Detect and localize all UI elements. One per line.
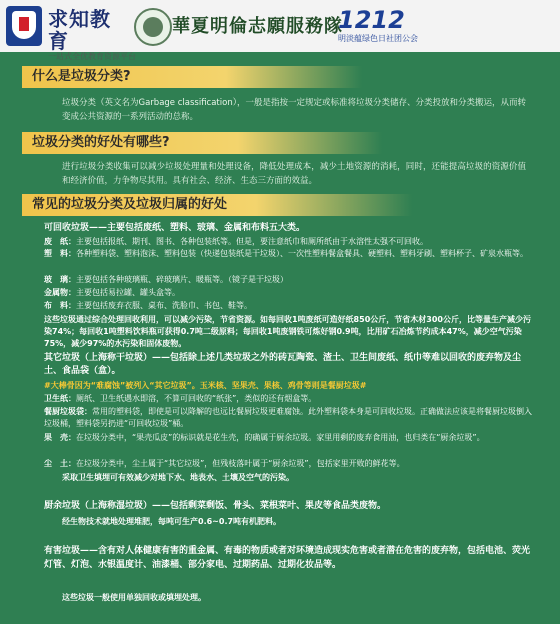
- other-note: #大棒骨因为“难腐蚀”被列入“其它垃圾”。玉米核、坚果壳、果核、鸡骨等则是餐厨垃圾#: [44, 381, 367, 390]
- item-label: 废 纸：: [44, 237, 76, 246]
- hazardous-benefit: 这些垃圾一般使用单独回收或填埋处理。: [62, 593, 206, 602]
- brand-huaxia: 華夏明倫志願服務隊: [172, 16, 343, 37]
- item-text: 厕纸、卫生纸遇水即溶，不算可回收的“纸张”，类似的还有烟盒等。: [76, 394, 317, 403]
- item-text: 主要包括各种玻璃瓶、碎玻璃片、暖瓶等。（镜子是干垃圾）: [76, 275, 288, 284]
- item-text: 主要包括废弃衣服、桌布、洗脸巾、书包、鞋等。: [76, 301, 252, 310]
- recyclable-item-metal: [44, 287, 534, 299]
- seal-logo: [134, 8, 172, 46]
- other-item-shell: [44, 432, 538, 444]
- other-item-toilet-paper: [44, 393, 538, 405]
- section-body-benefits: 进行垃圾分类收集可以减少垃圾处理量和处理设备，降低处理成本，减少土地资源的消耗，同时，还能提高垃圾的资源价值和经济价值，力争物尽其用。具有社会、经济、生态三方面的效益。: [62, 162, 526, 186]
- school-logo: [6, 6, 42, 46]
- other-benefit: 采取卫生填埋可有效减少对地下水、地表水、土壤及空气的污染。: [62, 473, 294, 482]
- section-title-what: 什么是垃圾分类?: [22, 66, 362, 88]
- kitchen-title: 厨余垃圾（上海称湿垃圾）——包括剩菜剩饭、骨头、菜根菜叶、果皮等食品类废物。: [44, 501, 387, 511]
- recyclable-item-glass: [44, 274, 534, 286]
- recyclable-item-plastic: [44, 248, 534, 260]
- item-text: 在垃圾分类中，尘土属于“其它垃圾”，但残枝落叶属于“厨余垃圾”，包括家里开败的鲜花等。: [76, 459, 405, 468]
- kitchen-benefit: 经生物技术就地处理堆肥，每吨可生产0.6~0.7吨有机肥料。: [62, 517, 282, 526]
- item-text: 各种塑料袋、塑料泡沫、塑料包装（快递包装纸是干垃圾）、一次性塑料餐盒餐具、硬塑料、塑料牙刷、塑料杯子、矿泉水瓶等。: [76, 249, 528, 258]
- item-text: 主要包括易拉罐、罐头盒等。: [76, 288, 180, 297]
- item-label: 塑 料：: [44, 249, 76, 258]
- item-text: 在垃圾分类中，“果壳瓜皮”的标识就是花生壳，的确属于厨余垃圾。家里用剩的废弃食用油，也归类在“厨余垃圾”。: [76, 433, 485, 442]
- other-item-dust: [44, 458, 538, 470]
- item-label: 金属物：: [44, 288, 76, 297]
- brand1-title: 求知教育: [48, 7, 111, 53]
- item-label: 卫生纸：: [44, 394, 76, 403]
- logo-1212: [338, 6, 428, 46]
- item-label: 果 壳：: [44, 433, 76, 442]
- other-title: 其它垃圾（上海称干垃圾）——包括除上述几类垃圾之外的砖瓦陶瓷、渣土、卫生间废纸、纸巾等难以回收的废弃物及尘土、食品袋（盒）。: [44, 353, 522, 376]
- item-text: 主要包括报纸、期刊、图书、各种包装纸等。但是，要注意纸巾和厕所纸由于水溶性太强不可回收。: [76, 237, 428, 246]
- recyclable-title: 可回收垃圾——主要包括废纸、塑料、玻璃、金属和布料五大类。: [44, 223, 306, 233]
- section-body-what: 垃圾分类（英文名为Garbage classification），一般是指按一定规定或标准将垃圾分类储存、分类投放和分类搬运，从而转变成公共资源的一系列活动的总称。: [62, 98, 526, 122]
- item-label: 餐厨垃圾袋：: [44, 407, 92, 416]
- brand1-subtitle: 一站式全优教育资源平台: [48, 52, 136, 61]
- content-area: [0, 52, 560, 624]
- cross-icon: [19, 17, 29, 31]
- section-title-benefits: 垃圾分类的好处有哪些?: [22, 132, 382, 154]
- item-label: 玻 璃：: [44, 275, 76, 284]
- logo-1212-number: 1212: [338, 6, 405, 34]
- hazardous-title: 有害垃圾——含有对人体健康有害的重金属、有毒的物质或者对环境造成现实危害或者潜在危害的废弃物，包括电池、荧光灯管、灯泡、水银温度计、油漆桶、部分家电、过期药品、过期化妆品等。: [44, 546, 531, 570]
- logo-1212-subtitle: 明淡蕴绿色日社团公会: [338, 34, 418, 43]
- recyclable-benefit: 这些垃圾通过综合处理回收利用，可以减少污染，节省资源。如每回收1吨废纸可造好纸850公斤，节省木材300公斤，比等量生产减少污染74%；每回收1吨塑料饮料瓶可获得0.7吨二级原料；每回收1吨废钢铁可炼好钢0.9吨，比用矿石冶炼节约成本47%，减少空气污染75%，减少97%的水污染和固体废物。: [44, 315, 531, 348]
- other-item-bag: [44, 406, 538, 430]
- recyclable-item-cloth: [44, 300, 534, 312]
- recyclable-item-paper: [44, 236, 534, 248]
- item-label: 尘 土：: [44, 459, 76, 468]
- section-title-common: 常见的垃圾分类及垃圾归属的好处: [22, 194, 412, 216]
- seal-inner-icon: [143, 17, 163, 37]
- item-text: 常用的塑料袋，即使是可以降解的也远比餐厨垃圾更难腐蚀。此外塑料袋本身是可回收垃圾。正确做法应该是将餐厨垃圾倒入垃圾桶，塑料袋另扔进“可回收垃圾”桶。: [44, 407, 532, 428]
- item-label: 布 料：: [44, 301, 76, 310]
- header-bar: [0, 0, 560, 61]
